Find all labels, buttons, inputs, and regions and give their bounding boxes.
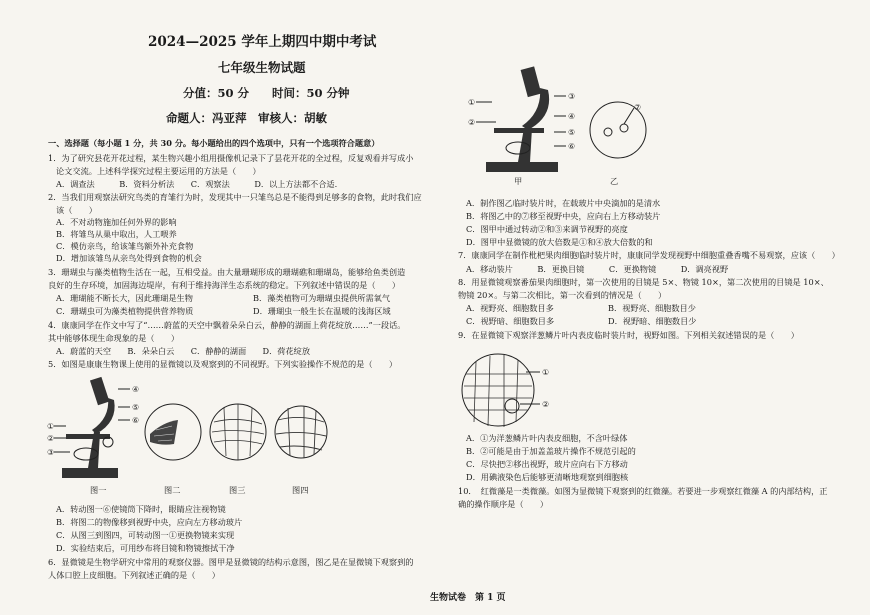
q9-option-c: C．尽快把②移出视野，玻片应向右下方移动 [466, 459, 628, 469]
exam-subtitle: 七年级生物试题 [218, 60, 306, 75]
q6-option-c: C．图甲中通过转动②和③来调节视野的亮度 [466, 224, 628, 234]
q2-option-d: D．增加该雏鸟从亲鸟处得到食物的机会 [56, 253, 202, 263]
q4-line2: 其中能够体现生命现象的是（ ） [48, 333, 180, 343]
q6-option-a: A．制作图乙临时装片时，在载玻片中央滴加的是清水 [466, 198, 661, 208]
svg-text:⑥: ⑥ [132, 416, 140, 425]
q6-fig-label-yi: 乙 [610, 176, 619, 186]
q7-line1: 7．康康同学在制作枇杷果肉细胞临时装片时，康康同学发现视野中细胞重叠香嘴不易观察，应该（ ） [458, 250, 840, 260]
q6-line1: 6．显微镜是生物学研究中常用的观察仪器。图甲是显微镜的结构示意图，图乙是在显微镜下观察到的 [48, 557, 414, 567]
microscope-figure-1 [47, 377, 139, 478]
q5-option-a: A．转动图一⑥使镜筒下降时，眼睛应注视物镜 [56, 504, 226, 514]
q5-line1: 5．如图是康康生物课上使用的显微镜以及观察到的不同视野。下列实验操作不规范的是（ ） [48, 359, 398, 369]
q3-option-c: C．珊瑚虫可为藻类植物提供营养物质 [56, 306, 194, 316]
q8-option-d: D．视野暗、细胞数目少 [608, 316, 697, 326]
svg-text:①: ① [468, 98, 476, 107]
svg-text:④: ④ [568, 112, 576, 121]
q5-fig-label-4: 图四 [292, 485, 309, 495]
authors: 命题人：冯亚萍 审核人：胡敏 [166, 111, 327, 125]
svg-text:⑦: ⑦ [634, 103, 642, 112]
field-view-4 [275, 406, 327, 458]
q2-line1: 2．当我们用观察法研究鸟类的育雏行为时，发现其中一只雏鸟总是不能得到足够多的食物，此时我们应 [48, 192, 422, 202]
svg-text:①: ① [47, 422, 55, 431]
q6-figure [468, 66, 668, 186]
exam-title: 2024—2025 学年上期四中期中考试 [148, 34, 377, 50]
q8-option-c: C．视野暗、细胞数目多 [466, 316, 555, 326]
svg-text:⑥: ⑥ [568, 142, 576, 151]
q2-option-c: C．模仿亲鸟，给该雏鸟额外补充食物 [56, 241, 194, 251]
q1-options: A．调查法 B．资料分析法 C．观察法 D．以上方法都不合适. [56, 179, 338, 189]
q8-line1: 8．用显微镜观察番茄果肉细胞时，第一次使用的目镜是 5×、物镜 10×，第二次使用的目镜是 10×、 [458, 277, 829, 287]
q2-option-a: A．不对动物施加任何外界的影响 [56, 217, 177, 227]
q2-option-b: B．将雏鸟从巢中取出，人工喂养 [56, 229, 177, 239]
field-view-3 [210, 404, 266, 460]
section-heading: 一、选择题（每小题 1 分，共 30 分。每小题给出的四个选项中，只有一个选项符合题意） [48, 138, 380, 148]
q6-line2: 人体口腔上皮细胞。下列叙述正确的是（ ） [48, 570, 220, 580]
q2-line2: 该（ ） [56, 205, 97, 215]
page-footer: 生物试卷 第 1 页 [430, 593, 506, 603]
q6-option-b: B．将图乙中的⑦移至视野中央，应向右上方移动装片 [466, 211, 661, 221]
svg-text:②: ② [468, 118, 476, 127]
q5-option-b: B．将图二的物像移到视野中央，应向左方移动玻片 [56, 517, 243, 527]
q3-line2: 良好的生存环境，加固海边堤岸，有利于维持海洋生态系统的稳定。下列叙述中错误的是（ ） [48, 280, 401, 290]
svg-text:④: ④ [132, 385, 140, 394]
q6-option-d: D．图甲中显微镜的放大倍数是①和④放大倍数的和 [466, 237, 653, 247]
field-view-2 [145, 404, 201, 460]
q9-option-a: A．①为洋葱鳞片叶内表皮细胞，不含叶绿体 [466, 433, 628, 443]
q3-line1: 3．珊瑚虫与藻类植物生活在一起，互相受益。由大量珊瑚形成的珊瑚礁和珊瑚岛，能够给鱼类创造 [48, 267, 406, 277]
q10-line1: 10． 红微藻是一类微藻。如图为显微镜下观察到的红微藻。若要进一步观察红微藻 A 的内部结构，正 [458, 486, 828, 496]
svg-text:③: ③ [47, 448, 55, 457]
q9-option-b: B．②可能是由于加盖盖玻片操作不规范引起的 [466, 446, 636, 456]
q8-option-b: B．视野亮、细胞数目少 [608, 303, 696, 313]
q8-option-a: A．视野亮、细胞数目多 [466, 303, 554, 313]
q9-option-d: D．用碘液染色后能够更清晰地观察到细胞核 [466, 472, 629, 482]
q5-option-d: D．实验结束后，可用纱布将目镜和物镜擦拭干净 [56, 543, 235, 553]
svg-text:⑤: ⑤ [132, 403, 140, 412]
q5-figure [48, 372, 328, 492]
q3-option-a: A．珊瑚能不断长大，因此珊瑚是生物 [56, 293, 193, 303]
q5-option-c: C．从图三到图四，可转动图一①更换物镜来实现 [56, 530, 235, 540]
svg-text:②: ② [47, 434, 55, 443]
q4-line1: 4．康康同学在作文中写了“……蔚蓝的天空中飘着朵朵白云，静静的湖面上荷花绽放……”一段话。 [48, 320, 406, 330]
q6-fig-label-jia: 甲 [514, 176, 523, 186]
q5-fig-label-2: 图二 [164, 485, 181, 495]
q9-figure [458, 352, 568, 432]
q1-line2: 论文交流。上述科学探究过程主要运用的方法是（ ） [56, 166, 261, 176]
q1-line1: 1．为了研究县花开花过程，某生物兴趣小组用摄像机记录下了昙花开花的全过程，反复观看并写成小 [48, 153, 414, 163]
svg-text:③: ③ [568, 92, 576, 101]
svg-text:②: ② [542, 400, 550, 409]
svg-text:①: ① [542, 368, 550, 377]
svg-text:⑤: ⑤ [568, 128, 576, 137]
q9-line1: 9．在显微镜下观察洋葱鳞片叶内表皮临时装片时，视野如图。下列相关叙述错误的是（ ） [458, 330, 799, 340]
q3-option-b: B．藻类植物可为珊瑚虫提供所需氧气 [253, 293, 391, 303]
q3-option-d: D．珊瑚虫一般生长在温暖的浅海区域 [253, 306, 391, 316]
cheek-cell-field-yi [590, 102, 646, 158]
q4-options: A．蔚蓝的天空 B．朵朵白云 C．静静的湖面 D．荷花绽放 [56, 346, 311, 356]
q8-line2: 物镜 20×。与第二次相比，第一次看到的情况是（ ） [458, 290, 667, 300]
microscope-figure-jia [468, 66, 575, 172]
q5-fig-label-3: 图三 [229, 485, 246, 495]
q7-options: A．移动装片 B．更换目镜 C．更换物镜 D．调亮视野 [466, 264, 729, 274]
q10-line2: 确的操作顺序是（ ） [458, 499, 549, 509]
score-time: 分值：50 分 时间：50 分钟 [183, 86, 350, 100]
q5-fig-label-1: 图一 [90, 485, 107, 495]
